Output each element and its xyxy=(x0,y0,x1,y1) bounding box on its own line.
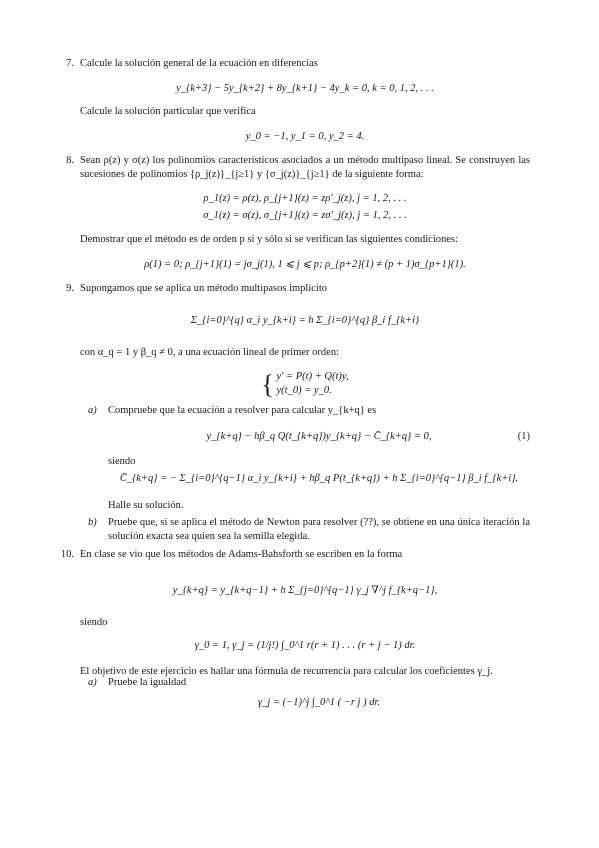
rho-recurrence: ρ_1(z) = ρ(z), ρ_{j+1}(z) = zρ'_j(z), j = 1, 2, . . . xyxy=(203,193,407,205)
c-bar-formula: C̄_{k+q} = − Σ_{i=0}^{q−1} α_i y_{k+i} + hβ_q P(t_{k+q}) + h Σ_{i=0}^{q−1} β_i f_{k+i}. xyxy=(119,473,519,484)
problem-number: 9. xyxy=(66,283,74,294)
siendo-label: siendo xyxy=(80,617,108,629)
problem-number: 8. xyxy=(66,155,74,166)
part-label: b) xyxy=(88,517,97,528)
problem-statement: Calcule la solución general de la ecuación en diferencias xyxy=(80,58,318,69)
equation-1-row xyxy=(108,430,530,444)
problem-10-part-a xyxy=(88,676,530,690)
order-conditions: ρ(1) = 0; ρ_{j+1}(1) = jσ_j(1), 1 ⩽ j ⩽ p; ρ_{p+2}(1) ≠ (p + 1)σ_{p+1}(1). xyxy=(144,258,466,270)
problem-8 xyxy=(66,154,530,272)
c-bar-definition xyxy=(108,472,530,486)
equation-1: y_{k+q} − hβ_q Q(t_{k+q})y_{k+q} − C̄_{k+q} = 0, xyxy=(206,431,432,442)
ode-system xyxy=(80,367,530,402)
objective: El objetivo de este ejercicio es hallar una fórmula de recurrencia para calcular los coeficientes γ_j. xyxy=(80,665,493,677)
part-statement: Compruebe que la ecuación a resolver para calcular y_{k+q} es xyxy=(108,405,377,416)
problem-statement: En clase se vio que los métodos de Adams-Bahsforth se escriben en la forma xyxy=(80,549,403,560)
problem-10 xyxy=(60,548,530,679)
problem-statement: Sean ρ(z) y σ(z) los polinomios característicos asociados a un método multipaso lineal. Se construyen las sucesiones de polinomios {ρ_j(z)}_{j≥1} y {σ_j(z)}_{j≥1} de la siguiente forma: xyxy=(80,155,530,181)
sigma-recurrence: σ_1(z) = σ(z), σ_{j+1}(z) = zσ'_j(z), j = 1, 2, . . . xyxy=(203,209,407,221)
problem-9-part-b xyxy=(88,516,530,544)
part-label: a) xyxy=(88,405,97,416)
initial-conditions: y_0 = −1, y_1 = 0, y_2 = 4. xyxy=(245,130,365,142)
problem-statement-2: con α_q = 1 y β_q ≠ 0, a una ecuación lineal de primer orden: xyxy=(80,347,339,359)
difference-equation: y_{k+3} − 5y_{k+2} + 8y_{k+1} − 4y_k = 0, k = 0, 1, 2, . . . xyxy=(176,83,434,95)
multistep-scheme: Σ_{i=0}^{q} α_i y_{k+i} = h Σ_{i=0}^{q} β_i f_{k+i} xyxy=(190,315,420,327)
part-statement: Pruebe que, si se aplica el método de Newton para resolver (??), se obtiene en una única iteración la solución exacta sea quien sea la semilla elegida. xyxy=(108,517,530,543)
part-statement: Pruebe la igualdad xyxy=(108,677,187,688)
problem-7 xyxy=(66,57,530,144)
problem-statement: Supongamos que se aplica un método multipasos implícito xyxy=(80,283,328,294)
gamma-identity-row xyxy=(108,696,530,710)
ode-line-2: y(t_0) = y_0. xyxy=(276,385,332,397)
problem-number: 7. xyxy=(66,58,74,69)
ode-line-1: y' = P(t) + Q(t)y, xyxy=(276,370,349,382)
problem-number: 10. xyxy=(60,549,74,560)
gamma-identity: γ_j = (−1)^j ∫_0^1 ( −r j ) dr. xyxy=(257,697,380,708)
gamma-definition: γ_0 = 1, γ_j = (1/j!) ∫_0^1 r(r + 1) . . . (r + j − 1) dr. xyxy=(194,639,416,651)
adams-bashforth-formula: y_{k+q} = y_{k+q−1} + h Σ_{j=0}^{q−1} γ_j ∇^j f_{k+q−1}, xyxy=(172,585,438,597)
part-label: a) xyxy=(88,677,97,688)
problem-statement-2: Demostrar que el método es de orden p si y sólo si se verifican las siguientes condiciones: xyxy=(80,233,458,245)
part-a-closing: Halle su solución. xyxy=(108,500,184,511)
siendo-label: siendo xyxy=(108,456,136,467)
problem-9-part-a xyxy=(88,404,530,418)
problem-9 xyxy=(66,282,530,402)
equation-number: (1) xyxy=(517,431,530,442)
problem-statement-2: Calcule la solución particular que verifica xyxy=(80,106,256,118)
left-brace: { xyxy=(261,369,274,399)
